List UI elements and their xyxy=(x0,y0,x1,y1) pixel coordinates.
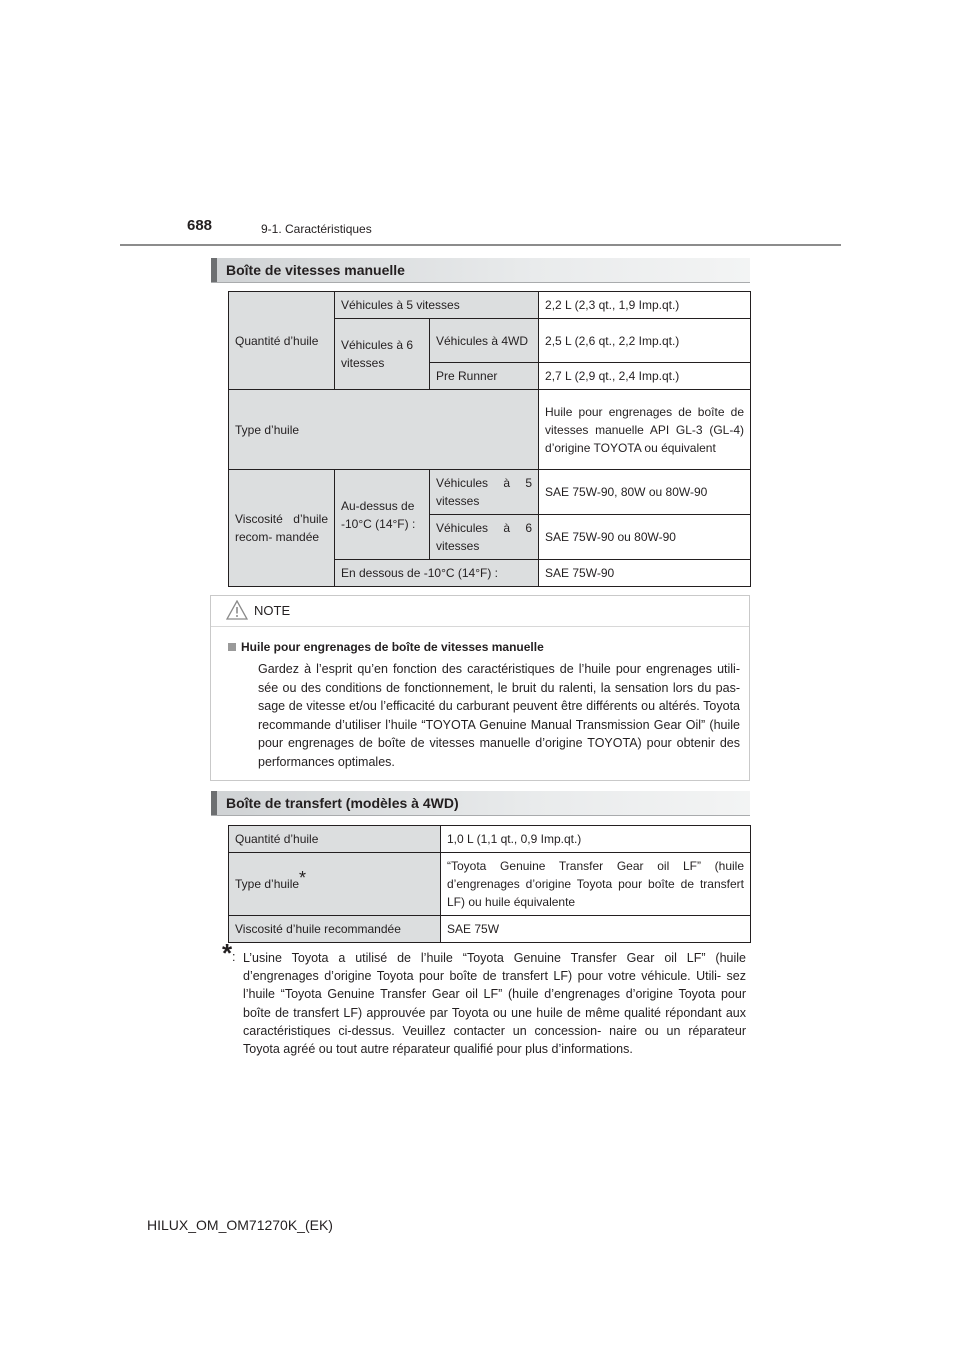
above-v6-label: Véhicules à 6 vitesses xyxy=(430,515,539,560)
below-temp-label: En dessous de -10°C (14°F) : xyxy=(335,560,539,587)
v6-4wd-label: Véhicules à 4WD xyxy=(430,319,539,363)
oil-qty-label: Quantité d’huile xyxy=(229,292,335,390)
note-text: Gardez à l’esprit qu’en fonction des caractéristiques de l’huile pour engrenages utili- sée ou des conditions de fonctionnement, le bruit du ralenti, la sensation lors du pas- sage de vitesse et/ou l’efficacité du carburant peuvent être différents ou altérés. Toyota recommande d’utiliser l’huile “TOYOTA Genuine Manual Transmission Gear Oil” (huile pour engrenages de boîte de vitesses manuelle d’origine TOYOTA) pour obtenir des performances optimales. xyxy=(258,662,740,769)
oil-type-value: Huile pour engrenages de boîte de vitesses manuelle API GL-3 (GL-4) d’origine TOYOTA ou équivalent xyxy=(539,390,751,470)
section-reference: 9-1. Caractéristiques xyxy=(261,222,372,236)
v6-label: Véhicules à 6 vitesses xyxy=(335,319,430,390)
asterisk-marker: * xyxy=(299,868,307,888)
page-number: 688 xyxy=(187,217,213,234)
tc-oil-qty-value: 1,0 L (1,1 qt., 0,9 Imp.qt.) xyxy=(441,826,751,853)
header-divider xyxy=(120,244,841,246)
above-v5-value: SAE 75W-90, 80W ou 80W-90 xyxy=(539,470,751,515)
manual-gearbox-title: Boîte de vitesses manuelle xyxy=(226,262,405,278)
tc-viscosity-label: Viscosité d’huile recommandée xyxy=(229,916,441,943)
viscosity-label: Viscosité d’huile recom- mandée xyxy=(229,470,335,587)
note-header xyxy=(211,596,749,627)
table-row xyxy=(229,470,751,515)
heading-bar xyxy=(211,258,217,282)
tc-oil-qty-label: Quantité d’huile xyxy=(229,826,441,853)
footnote-marker: * xyxy=(222,938,233,968)
v5-value: 2,2 L (2,3 qt., 1,9 Imp.qt.) xyxy=(539,292,751,319)
transfer-case-title: Boîte de transfert (modèles à 4WD) xyxy=(226,795,459,811)
note-item-title xyxy=(228,640,544,654)
note-item-title-text: Huile pour engrenages de boîte de vitesses manuelle xyxy=(241,640,544,654)
v5-label: Véhicules à 5 vitesses xyxy=(335,292,539,319)
table-row xyxy=(229,826,751,853)
v6-prerunner-label: Pre Runner xyxy=(430,363,539,390)
above-v5-label: Véhicules à 5 vitesses xyxy=(430,470,539,515)
footnote-colon: : xyxy=(232,950,236,964)
transfer-case-heading xyxy=(211,791,750,816)
warning-icon xyxy=(226,600,248,625)
note-label: NOTE xyxy=(254,603,291,618)
table-row xyxy=(229,853,751,916)
transfer-case-table xyxy=(228,825,751,943)
v6-prerunner-value: 2,7 L (2,9 qt., 2,4 Imp.qt.) xyxy=(539,363,751,390)
manual-gearbox-table xyxy=(228,291,751,587)
tc-viscosity-value: SAE 75W xyxy=(441,916,751,943)
table-row xyxy=(229,390,751,470)
above-v6-value: SAE 75W-90 ou 80W-90 xyxy=(539,515,751,560)
manual-gearbox-heading xyxy=(211,258,750,283)
table-row xyxy=(229,292,751,319)
tc-oil-type-label-text: Type d’huile xyxy=(235,877,300,891)
oil-type-label: Type d’huile xyxy=(229,390,539,470)
tc-oil-type-value: “Toyota Genuine Transfer Gear oil LF” (huile d’engrenages d’origine Toyota pour boîte de transfert LF) ou huile équivalente xyxy=(441,853,751,916)
v6-4wd-value: 2,5 L (2,6 qt., 2,2 Imp.qt.) xyxy=(539,319,751,363)
heading-bar xyxy=(211,791,217,815)
below-temp-value: SAE 75W-90 xyxy=(539,560,751,587)
above-temp-label: Au-dessus de -10°C (14°F) : xyxy=(335,470,430,560)
note-box xyxy=(210,595,750,781)
document-code: HILUX_OM_OM71270K_(EK) xyxy=(147,1217,333,1233)
tc-oil-type-label xyxy=(229,853,441,916)
square-bullet-icon xyxy=(228,643,236,651)
table-row xyxy=(229,916,751,943)
footnote-text: L’usine Toyota a utilisé de l’huile “Toyota Genuine Transfer Gear oil LF” (huile d’engrenages d’origine Toyota pour boîte de transfert LF) pour votre véhicule. Utili- sez l’huile “Toyota Genuine Transfer Gear oil LF” (huile d’engrenages d’origine Toyota pour boîte de transfert LF) approuvée par Toyota ou une huile de même qualité répondant aux caractéristiques ci-dessus. Veuillez contacter un concession- naire ou un réparateur Toyota agréé ou tout autre réparateur qualifié pour plus d’informations. xyxy=(243,951,746,1057)
